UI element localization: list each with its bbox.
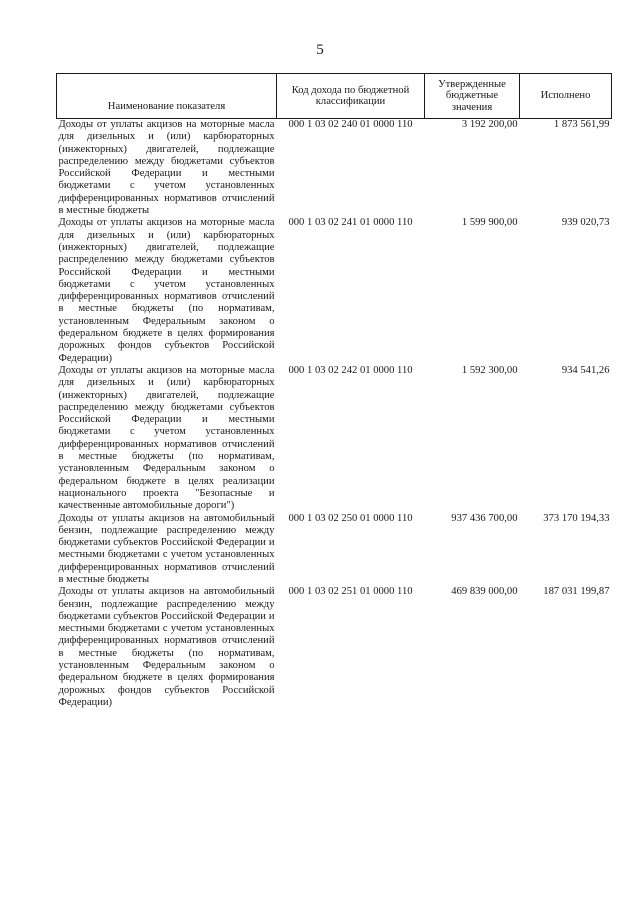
row-indicator-name: Доходы от уплаты акцизов на моторные масла для дизельных и (или) карбюраторных (инжекторных) двигателей, подлежащие распределению между бюджетами субъектов Российской Федерации и местными бюджетами с учетом установленных дифференцированных нормативов отчислений в местные бюджеты (по нормативам, установленным Федеральным законом о федеральном бюджете в целях формирования дорожных фондов субъектов Российской Федерации) [58, 217, 275, 364]
row-indicator-name: Доходы от уплаты акцизов на моторные масла для дизельных и (или) карбюраторных (инжекторных) двигателей, подлежащие распределению между бюджетами субъектов Российской Федерации и местными бюджетами с учетом установленных дифференцированных нормативов отчислений в местные бюджеты [58, 119, 275, 217]
row-revenue-code: 000 1 03 02 241 01 0000 110 [288, 217, 413, 229]
table-body [57, 119, 612, 710]
row-executed-value: 1 873 561,99 [553, 119, 610, 130]
row-executed-value: 187 031 199,87 [543, 586, 610, 598]
table-header-row [57, 74, 612, 119]
row-revenue-code: 000 1 03 02 251 01 0000 110 [288, 586, 413, 598]
row-approved-value: 469 839 000,00 [451, 586, 518, 598]
header-executed: Исполнено [520, 74, 612, 119]
row-revenue-code: 000 1 03 02 240 01 0000 110 [288, 119, 413, 130]
budget-revenue-table [56, 73, 612, 709]
row-executed-value: 934 541,26 [561, 364, 610, 376]
header-approved-values: Утвержденные бюджетные значения [425, 74, 520, 119]
row-executed-value: 373 170 194,33 [543, 512, 610, 524]
table-row [57, 119, 612, 218]
table-row [57, 513, 612, 587]
row-executed-value: 939 020,73 [561, 217, 610, 229]
row-approved-value: 1 599 900,00 [461, 217, 518, 229]
header-indicator-name: Наименование показателя [57, 74, 277, 119]
row-indicator-name: Доходы от уплаты акцизов на автомобильный бензин, подлежащие распределению между бюджетами субъектов Российской Федерации и местными бюджетами с учетом установленных дифференцированных нормативов отчислений в местные бюджеты (по нормативам, установленным Федеральным законом о федеральном бюджете в целях формирования дорожных фондов субъектов Российской Федерации) [58, 586, 275, 708]
row-approved-value: 1 592 300,00 [461, 364, 518, 376]
row-revenue-code: 000 1 03 02 250 01 0000 110 [288, 512, 413, 524]
table-row [57, 365, 612, 513]
row-approved-value: 937 436 700,00 [451, 512, 518, 524]
table-header [57, 74, 612, 119]
page-number: 5 [316, 42, 324, 58]
table-row [57, 586, 612, 709]
row-revenue-code: 000 1 03 02 242 01 0000 110 [288, 364, 413, 376]
row-indicator-name: Доходы от уплаты акцизов на моторные масла для дизельных и (или) карбюраторных (инжекторных) двигателей, подлежащие распределению между бюджетами субъектов Российской Федерации и местными бюджетами с учетом установленных дифференцированных нормативов отчислений в местные бюджеты (по нормативам, установленным Федеральным законом о федеральном бюджете в целях реализации национального проекта "Безопасные и качественные автомобильные дороги") [58, 364, 275, 512]
header-revenue-code: Код дохода по бюджетной классификации [277, 74, 425, 119]
row-indicator-name: Доходы от уплаты акцизов на автомобильный бензин, подлежащие распределению между бюджетами субъектов Российской Федерации и местными бюджетами с учетом установленных дифференцированных нормативов отчислений в местные бюджеты [58, 512, 275, 585]
row-approved-value: 3 192 200,00 [461, 119, 518, 130]
table-row [57, 217, 612, 365]
